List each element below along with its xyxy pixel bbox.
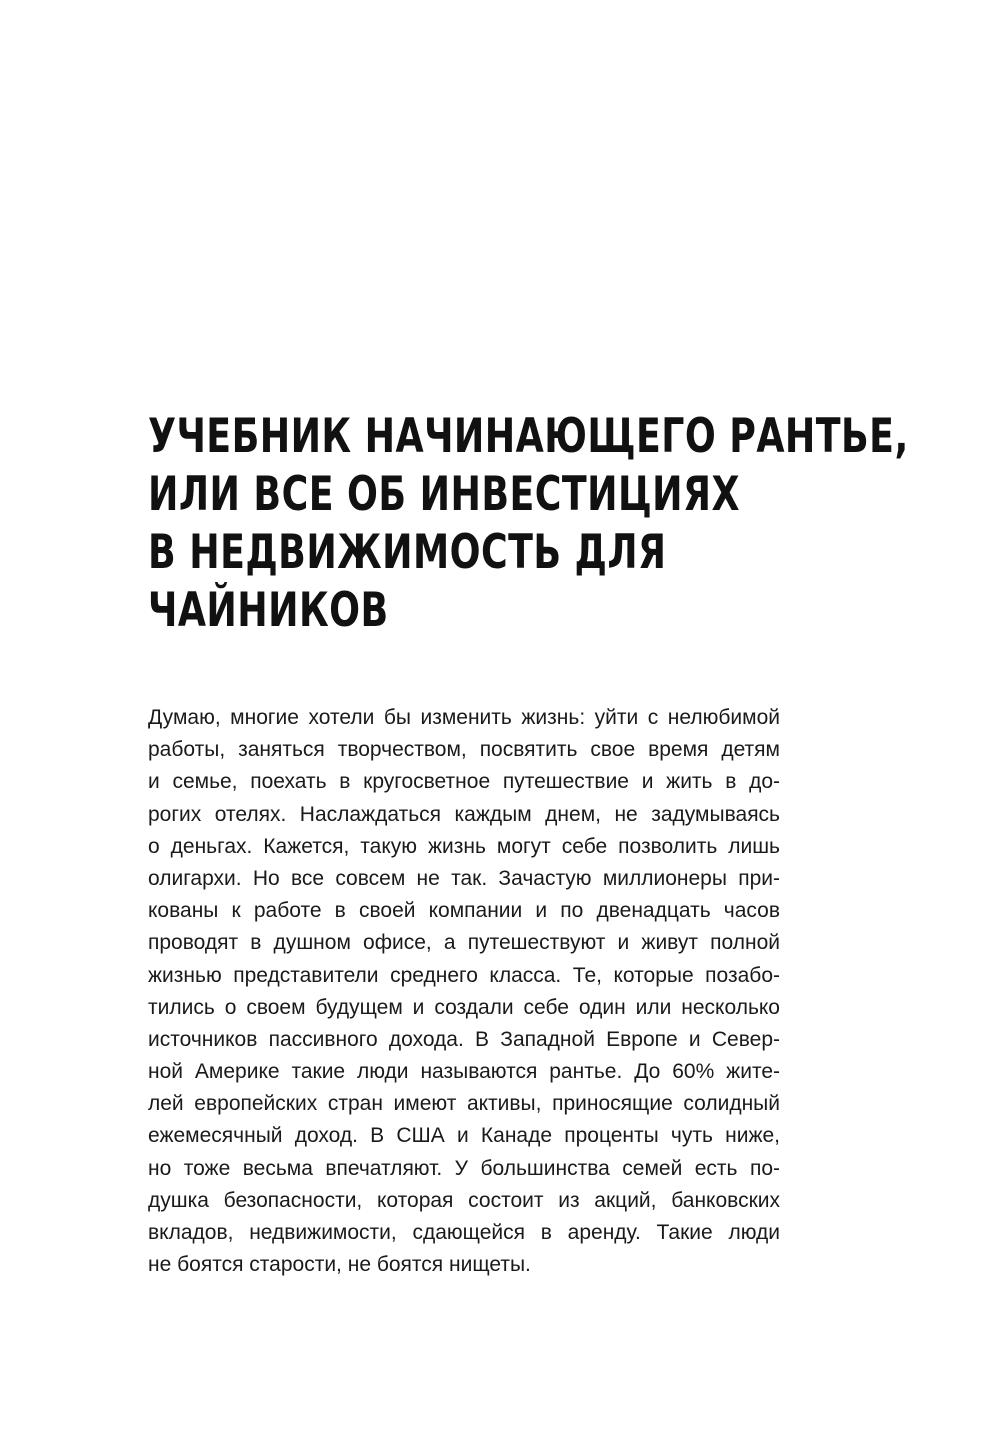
paragraph-line: работы, заняться творчеством, посвятить свое время детям (148, 738, 780, 762)
paragraph-line: вкладов, недвижимости, сдающейся в аренду. Такие люди (148, 1221, 780, 1244)
paragraph-line: душка безопасности, которая состоит из акций, банковских (148, 1188, 780, 1212)
paragraph-line: о деньгах. Кажется, такую жизнь могут себе позволить лишь (148, 834, 780, 858)
paragraph-line: не боятся старости, не боятся нищеты. (148, 1253, 531, 1277)
paragraph-line: Думаю, многие хотели бы изменить жизнь: уйти с нелюбимой (148, 706, 780, 729)
chapter-title (148, 408, 909, 640)
paragraph-line: олигархи. Но все совсем не так. Зачастую миллионеры при- (148, 866, 780, 890)
chapter-title-line: В НЕДВИЖИМОСТЬ ДЛЯ (148, 525, 667, 580)
chapter-title-line: ИЛИ ВСЕ ОБ ИНВЕСТИЦИЯХ (148, 467, 740, 522)
paragraph-line: жизнью представители среднего класса. Те, которые позабо- (148, 963, 780, 987)
paragraph-line: но тоже весьма впечатляют. У большинства семей есть по- (148, 1156, 780, 1180)
body-paragraph (148, 702, 780, 1281)
paragraph-line: рогих отелях. Наслаждаться каждым днем, не задумываясь (148, 802, 780, 826)
paragraph-line: и семье, поехать в кругосветное путешествие и жить в до- (148, 770, 780, 794)
paragraph-line: лей европейских стран имеют активы, приносящие солидный (148, 1092, 780, 1116)
chapter-title-line: УЧЕБНИК НАЧИНАЮЩЕГО РАНТЬЕ, (148, 409, 909, 464)
paragraph-line: кованы к работе в своей компании и по двенадцать часов (148, 899, 780, 923)
paragraph-line: проводят в душном офисе, а путешествуют и живут полной (148, 931, 780, 955)
paragraph-line: ежемесячный доход. В США и Канаде проценты чуть ниже, (148, 1124, 780, 1148)
paragraph-line: источников пассивного дохода. В Западной Европе и Север- (148, 1027, 780, 1051)
paragraph-line: ной Америке такие люди называются рантье. До 60% жите- (148, 1060, 780, 1084)
chapter-title-line: ЧАЙНИКОВ (148, 583, 389, 638)
paragraph-line: тились о своем будущем и создали себе один или несколько (148, 995, 780, 1019)
